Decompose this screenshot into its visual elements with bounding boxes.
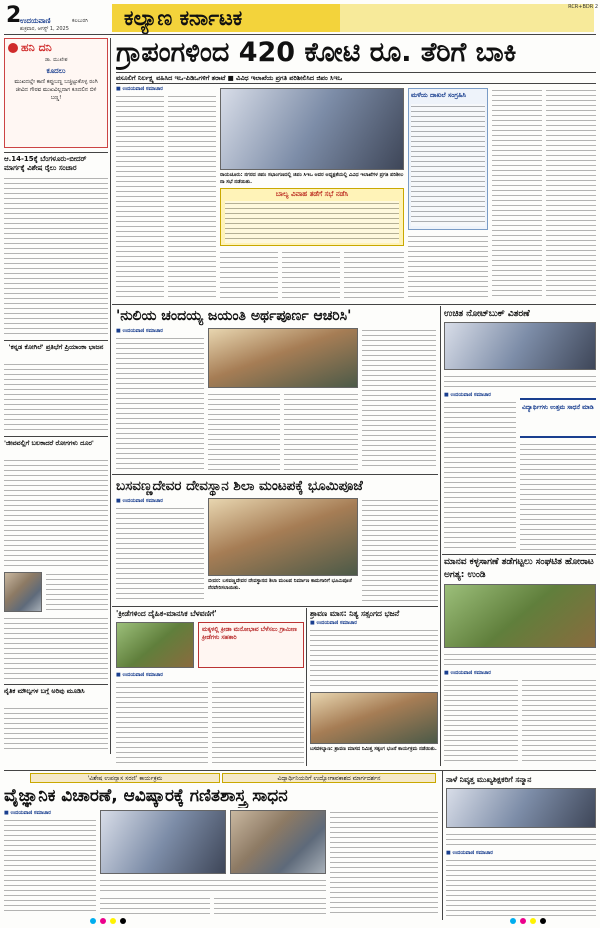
krida-body-col2 [212,680,304,766]
lead-body-col8 [546,88,596,300]
left-story4-headline: ನೈತಿಕ ಮೌಲ್ಯಗಳ ಬಗ್ಗೆ ಅರಿವು ಮೂಡಿಸಿ [4,687,85,695]
left-portrait-text [46,572,108,612]
lead-side-box [408,88,488,230]
section-banner [112,4,340,32]
basavanna-body-col2 [362,498,438,602]
lead-body-col5 [344,250,404,300]
manava-byline: ■ ಉದಯವಾಣಿ ಸಮಾಚಾರ [444,670,491,676]
lead-body-col2 [168,94,216,300]
nuliya-bottom-rule [112,474,438,475]
hanidani-poem: ಮುಖದಲ್ಲೇ ಕಾಣಿ ಕಪ್ಪುಬಣ್ಣ ಬಚ್ಚಿಟ್ಟುಕೊಳ್ಳ ರಂಗಿ ಜೀವಿದ ಗೌರವ ಮುಖವಿಲ್ಲದಾಗ ಕೂದಲಿನ ಬಿಳಿ ಬಣ್ಣ! [14,79,98,101]
hanidani-subtitle: ಕೂದಲು [46,67,66,75]
nuliya-body-col4 [362,328,436,470]
manava-headline: ಮಾನವ ಕಳ್ಳಸಾಗಣೆ ತಡೆಗಟ್ಟಲು ಸಂಘಟಿತ ಹೋರಾಟ ಅಗತ್ಯ: ಉಂಡಿ [444,557,594,580]
drop-icon [8,43,18,53]
hanidani-author: ಡಾ. ಮುಖೇಶ [45,57,68,63]
lead-meeting-photo [220,88,404,170]
shravana-headline: ಶ್ರಾವಣ ಮಾಸ: ನಿತ್ಯ ಸತ್ಸಂಗದ ಭಜನೆ [310,609,400,618]
bottom-body-col1 [4,818,96,914]
registration-marks-left [90,918,150,924]
notebook-photo [444,322,596,370]
bottom-body-col4 [330,810,438,916]
lead-box-title: ಬಾಲ್ಯ ವಿವಾಹ ತಡೆಗೆ ಸಭೆ ನಡೆಸಿ [275,190,349,198]
notebook-bottom-rule [442,554,596,555]
edition-label: ಕಲಬುರಗಿ [72,18,88,24]
bottom-photo-caption [100,878,326,892]
paper-name: ಉದಯವಾಣಿ [20,17,51,25]
left-divider-2 [4,340,108,341]
krida-photo [116,622,194,668]
left-story3-body-2 [4,616,108,680]
left-story2-body [4,362,108,432]
lead-deck: ವಸೂಲಿಗೆ ನಿರ್ಲಕ್ಷ್ಯ ವಹಿಸಿದ ಇಒ-ಪಿಡಿಒಗಳಿಗೆ ತರಾಟೆ ■ ವಿವಿಧ ಇಲಾಖೆಯ ಪ್ರಗತಿ ಪರಿಶೀಲಿಸಿದ ಜಿಪಂ ಸಿಇಒ [116,72,596,84]
bottom-photo-left [100,810,226,874]
notebook-body-col1 [444,400,516,550]
bottom-band-rule [4,770,596,771]
hanidani-title: ಹನಿ ದನಿ [21,41,52,54]
left-story3-body [4,458,108,568]
krida-byline: ■ ಉದಯವಾಣಿ ಸಮಾಚಾರ [116,672,163,678]
issue-date: ಶುಕ್ರವಾರ, ಆಗಸ್ಟ್ 1, 2025 [20,26,69,32]
bottom-right-headline: ನಾಳೆ ನಿವೃತ್ತ ಮುಖ್ಯಶಿಕ್ಷಕರಿಗೆ ಸನ್ಮಾನ [446,775,532,784]
column-rule-right [440,306,441,766]
manava-caption [444,652,596,666]
notebook-caption [444,374,596,388]
header-rule [4,34,596,35]
lead-box-body [225,201,399,243]
left-story1-headline: ಆ.14-15ಕ್ಕೆ ಬೆಂಗಳೂರು-ಬೀದರ್ ಮಾರ್ಗಕ್ಕೆ ವಿಶೇಷ ರೈಲು ಸಂಚಾರ [4,155,87,172]
bottom-body-col2 [100,896,210,916]
bottom-byline: ■ ಉದಯವಾಣಿ ಸಮಾಚಾರ [4,810,51,816]
lead-body-col6 [408,234,488,300]
bottom-right-body [446,858,596,916]
bottom-right-photo [446,788,596,828]
bottom-photo-right [230,810,326,874]
krida-pullquote [198,622,304,668]
lead-body-col3 [220,250,278,300]
lead-body-col4 [282,250,340,300]
left-story3-headline: 'ಜೀವವಲ್ಲಿಗೆ ಬಲಕಾದರೆ ರೋಗಗಳು ದೂರ' [4,439,94,447]
basavanna-headline: ಬಸವಣ್ಣದೇವರ ದೇವಸ್ಥಾನ ಶಿಲಾ ಮಂಟಪಕ್ಕೆ ಭೂಮಿಪೂಜೆ [116,478,363,494]
nuliya-byline: ■ ಉದಯವಾಣಿ ಸಮಾಚಾರ [116,328,163,334]
bottom-right-byline: ■ ಉದಯವಾಣಿ ಸಮಾಚಾರ [446,850,493,856]
bottom-headline: ವೈಜ್ಞಾನಿಕ ವಿಚಾರಣೆ, ಆವಿಷ್ಕಾರಕ್ಕೆ ಗಣಿತಶಾಸ್ತ್ರ ಸಾಧನ [4,786,288,806]
lead-side-box-head: ಮಳೆಯ ದಾಖಲೆ ಸಂಗ್ರಹಿಸಿ [411,91,466,99]
nuliya-body-col3 [284,392,358,470]
left-divider-4 [4,684,108,685]
nuliya-headline: 'ನುಲಿಯ ಚಂದಯ್ಯ ಜಯಂತಿ ಅರ್ಥಪೂರ್ಣ ಆಚರಿಸಿ' [116,308,352,324]
hanidani-box [4,38,108,148]
basavanna-photo [208,498,358,576]
manava-body-col1 [444,678,518,764]
basavanna-caption: ಬೀದರ: ಬಸವಣ್ಣದೇವರ ದೇವಸ್ಥಾನದ ಶಿಲಾ ಮಂಟಪ ನಿರ್ಮಾಣ ಕಾಮಗಾರಿಗೆ ಭೂಮಿಪೂಜೆ ನೆರವೇರಿಸಲಾಯಿತು. [208,578,352,591]
left-story4-body [4,706,108,750]
left-story1-body [4,176,108,336]
left-story2-headline: 'ಕನ್ನಡ ಕೋಗಿಲೆ' ಪ್ರತಿಭೆಗೆ ಪ್ರಿಯಾಂಕಾ ಭಾಜನ [8,343,104,351]
lead-bottom-rule [112,304,596,305]
basavanna-body-col1 [116,506,204,602]
lead-photo-caption: ರಾಯಚೂರು: ನಗರದ ಜಿಪಂ ಸಭಾಂಗಣದಲ್ಲಿ ಜಿಪಂ ಸಿಇಒ ಅವರ ಅಧ್ಯಕ್ಷತೆಯಲ್ಲಿ ವಿವಿಧ ಇಲಾಖೆಗಳ ಪ್ರಗತಿ ಪರಿಶೀಲನಾ ಸಭೆ ನಡೆಯಿತು. [220,172,404,185]
registration-marks-right [510,918,570,924]
krida-shravana-rule [306,608,307,766]
lead-side-box-body [411,104,485,226]
basavanna-byline: ■ ಉದಯವಾಣಿ ಸಮಾಚಾರ [116,498,163,504]
lead-body-col1 [116,94,164,300]
bottom-body-col3 [214,896,326,916]
krida-pullquote-text: ಮಕ್ಕಳಲ್ಲಿ ಕ್ರೀಡಾ ಮನೋಭಾವ ಬೆಳೆಸಲು ಗ್ರಾಮೀಣ ಕ್ರೀಡೆಗಳು ಸಹಕಾರಿ [202,626,297,641]
bottom-right-caption [446,832,596,846]
notebook-pullquote-text: ವಿದ್ಯಾರ್ಥಿಗಳು ಉತ್ತಮ ಸಾಧನೆ ಮಾಡಿ [522,404,594,411]
lead-byline: ■ ಉದಯವಾಣಿ ಸಮಾಚಾರ [116,86,163,92]
bottom-column-rule [442,770,443,920]
notebook-pullquote [520,398,596,438]
notebook-headline: ಉಚಿತ ನೋಟ್‌ಬುಕ್ ವಿತರಣೆ [444,309,530,319]
shravana-photo [310,692,438,744]
notebook-body-col2 [520,442,596,550]
section-title: ಕಲ್ಯಾಣ ಕರ್ನಾಟಕ [124,6,243,30]
edition-code: RCR+BDR 2 [568,4,598,10]
krida-headline: 'ಕ್ರೀಡೆಗಳಿಂದ ದೈಹಿಕ-ಮಾನಸಿಕ ಬೆಳವಣಿಗೆ' [116,609,217,618]
nuliya-body-col1 [116,336,204,470]
basavanna-bottom-rule [112,606,438,607]
left-portrait-photo [4,572,42,612]
shravana-byline: ■ ಉದಯವಾಣಿ ಸಮಾಚಾರ [310,620,357,626]
bottom-kicker-right: ವಿದ್ಯಾರ್ಥಿನಿಯರಿಗೆ ಉದ್ಯೋಗಾವಕಾಶದ ಮಾರ್ಗದರ್ಶನ [222,773,436,783]
left-divider [4,152,108,153]
page-number: 2 [6,3,22,28]
shravana-body [310,628,438,688]
shravana-caption: ಬಸವಕಲ್ಯಾಣ: ಶ್ರಾವಣ ಮಾಸದ ನಿಮಿತ್ತ ಸತ್ಸಂಗ ಭಜನೆ ಕಾರ್ಯಕ್ರಮ ನಡೆಯಿತು. [310,746,437,752]
manava-body-col2 [522,678,596,764]
manava-photo [444,584,596,648]
lead-highlight-box [220,188,404,246]
lead-body-col7 [492,88,542,300]
column-rule-left [110,38,111,754]
krida-body-col1 [116,680,208,766]
nuliya-photo [208,328,358,388]
lead-headline: ಗ್ರಾಪಂಗಳಿಂದ 420 ಕೋಟಿ ರೂ. ತೆರಿಗೆ ಬಾಕಿ [116,37,517,68]
notebook-byline: ■ ಉದಯವಾಣಿ ಸಮಾಚಾರ [444,392,491,398]
bottom-kicker-left: 'ವಿಶೇಷ ಉಪನ್ಯಾಸ ಸರಣಿ' ಕಾರ್ಯಕ್ರಮ [30,773,220,783]
nuliya-body-col2 [208,392,280,470]
left-divider-3 [4,436,108,437]
